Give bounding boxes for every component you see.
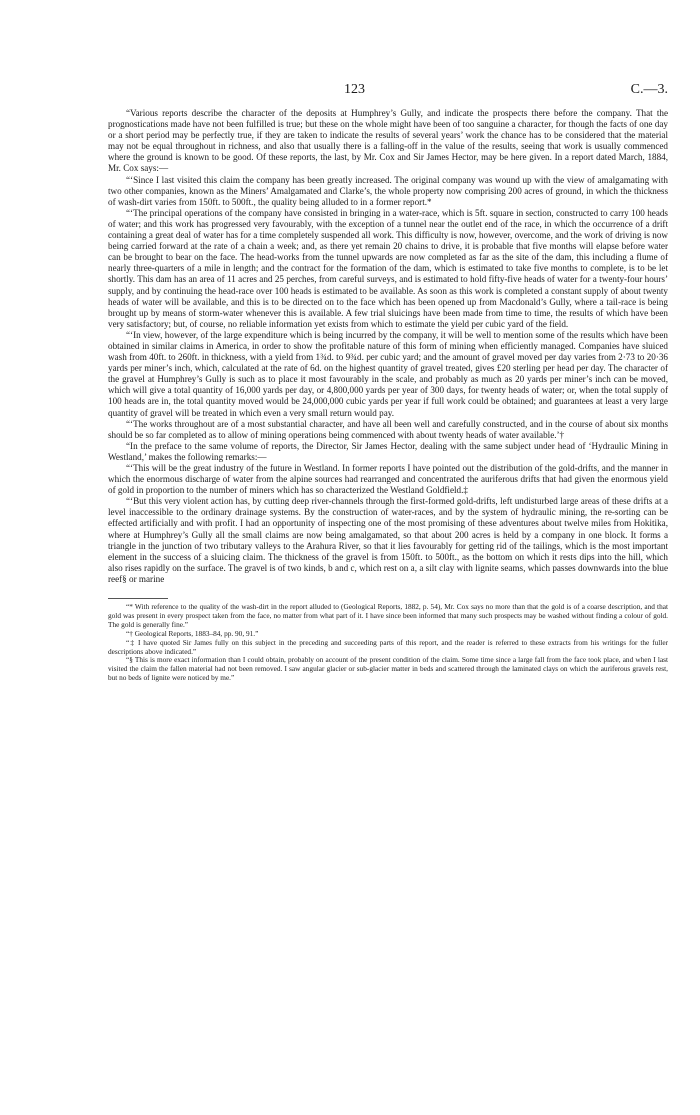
footnote: “‡ I have quoted Sir James fully on this subject in the preceding and succeeding parts of this report, and the reader is referred to these extracts from his writings for the fuller descriptions above indicated.” (108, 637, 668, 656)
paragraph: “‘But this very violent action has, by cutting deep river-channels through the first-formed gold-drifts, left undisturbed large areas of these drifts at a level inaccessible to the ordinary drainage systems. By the construction of water-races, and by the system of hydraulic mining, the re-sorting can be effected artificially and with profit. I had an opportunity of inspecting one of the most promising of these adventures about twelve miles from Hokitika, where at Humphrey’s Gully all the small claims are now being amalgamated, so that about 200 acres is held by a company in one block. It forms a triangle in the junction of two tributary valleys to the Arahura River, so that it lies favourably for getting rid of the tailings, which is the most important element in the success of a sluicing claim. The thickness of the gravel is from 150ft. to 500ft., as the bottom on which it rests dips into the hill, which also rises rapidly on the surface. The gravel is of two kinds, b and c, which rest on a, a silt clay with lignite seams, which passes downwards into the blue reef§ or marine (108, 496, 668, 584)
footnote-divider (108, 598, 168, 599)
paragraph: “‘The principal operations of the company have consisted in bringing in a water-race, which is 5ft. square in section, constructed to carry 100 heads of water; and this work has progressed very favourably, with the exception of a tunnel near the outlet end of the race, in which the occurrence of a drift containing a great deal of water has for a time completely suspended all work. This difficulty is now, however, overcome, and the work of driving is now being carried forward at the rate of a chain a week; and, as there yet remain 20 chains to drive, it is probable that five months will elapse before water can be brought to bear on the face. The head-works from the tunnel upwards are now completed as far as the site of the dam, this including a flume of nearly three-quarters of a mile in length; and the contract for the formation of the dam, which is estimated to take five months to complete, is to be let shortly. This dam has an area of 11 acres and 25 perches, from careful surveys, and is estimated to hold fifty-five heads of water for a twenty-four hours’ supply, and by continuing the head-race over 100 heads is estimated to be available. As soon as this work is completed a constant supply of about twenty heads of water will be available, and this is to be directed on to the face which has been opened up from Macdonald’s Gully, where a tail-race is being brought up by means of storm-water whenever this is available. A few trial sluicings have been made from time to time, the results of which have been very satisfactory; but, of course, no reliable information yet exists from which to estimate the yield per cubic yard of the field. (108, 207, 668, 329)
footnote: “§ This is more exact information than I could obtain, probably on account of the present condition of the claim. Some time since a large fall from the face took place, and when I last visited the claim the fallen material had not been removed. I saw angular glacier or sub-glacier matter in beds and scattered through the laminated clays on which the auriferous gravels rest, but no beds of lignite were noticed by me.” (108, 655, 668, 683)
page-header (108, 82, 668, 108)
footnote: “† Geological Reports, 1883–84, pp. 90, 91.” (126, 628, 259, 638)
paragraph: “Various reports describe the character of the deposits at Humphrey’s Gully, and indicate the prospects there before the company. That the prognostications made have not been fulfilled is true; but these on the whole might have been of too sanguine a character, for though the facts of one day or a short period may be perfectly true, if they are taken to indicate the results of several years’ work the chance has to be considered that the material may not be equal throughout in richness, and also that usually there is a falling-off in the value of the results, seeing that work is usually commenced where the ground is known to be good. Of these reports, the last, by Mr. Cox and Sir James Hector, may be here given. In a report dated March, 1884, Mr. Cox says:— (108, 108, 668, 174)
paragraph: “In the preface to the same volume of reports, the Director, Sir James Hector, dealing with the same subject under head of ‘Hydraulic Mining in Westland,’ makes the following remarks:— (108, 440, 668, 462)
paragraph: “‘In view, however, of the large expenditure which is being incurred by the company, it will be well to mention some of the results which have been obtained in similar claims in America, in order to show the profitable nature of this form of mining when efficiently managed. Companies have sluiced wash from 40ft. to 260ft. in thickness, with a yield from 1¾d. to 9¾d. per cubic yard; and the amount of gravel moved per day varies from 2·73 to 20·36 yards per miner’s inch, which, calculated at the rate of 6d. on the highest quantity of gravel treated, gives £20 sterling per head per day. The character of the gravel at Humphrey’s Gully is such as to place it most favourably in the scale, and probably as much as 20 yards per miner’s inch can be moved, which will give a total quantity of 16,000 yards per day, or 4,800,000 yards per year of 300 days, for twenty heads of water; or, when the total supply of 100 heads are in, the total quantity moved would be 24,000,000 cubic yards per year if full work could be obtained; and guarantees at least a very large quantity of gravel will be treated in which even a very small return would pay. (108, 329, 668, 418)
paragraph: “‘This will be the great industry of the future in Westland. In former reports I have pointed out the distribution of the gold-drifts, and the manner in which the enormous discharge of water from the alpine sources had rearranged and concentrated the auriferous drifts that had given the enormous yield of gold in proportion to the number of miners which has so characterized the Westland Goldfield.‡ (108, 463, 668, 496)
footnote: “* With reference to the quality of the wash-dirt in the report alluded to (Geological Reports, 1882, p. 54), Mr. Cox says no more than that the gold is of a coarse description, and that gold was present in every prospect taken from the face, no matter from what part of it. I have since been informed that many such prospects may be washed without finding a colour of gold. The gold is generally fine.” (108, 602, 668, 629)
body-text (108, 108, 668, 585)
document-page (108, 82, 668, 683)
footnotes (108, 603, 668, 683)
paragraph: “‘The works throughout are of a most substantial character, and have all been well and carefully constructed, and in the course of about six months should be so far completed as to allow of mining operations being commenced with about twenty heads of water available.’† (108, 418, 668, 440)
document-reference: C.—3. (630, 82, 668, 97)
paragraph: “‘Since I last visited this claim the company has been greatly increased. The original company was wound up with the view of amalgamating with two other companies, known as the Miners’ Amalgamated and Clarke’s, the whole property now comprising 200 acres of ground, in which the thickness of wash-dirt varies from 150ft. to 500ft., the quality being alluded to in a former report.* (108, 174, 668, 207)
page-number: 123 (344, 82, 365, 97)
